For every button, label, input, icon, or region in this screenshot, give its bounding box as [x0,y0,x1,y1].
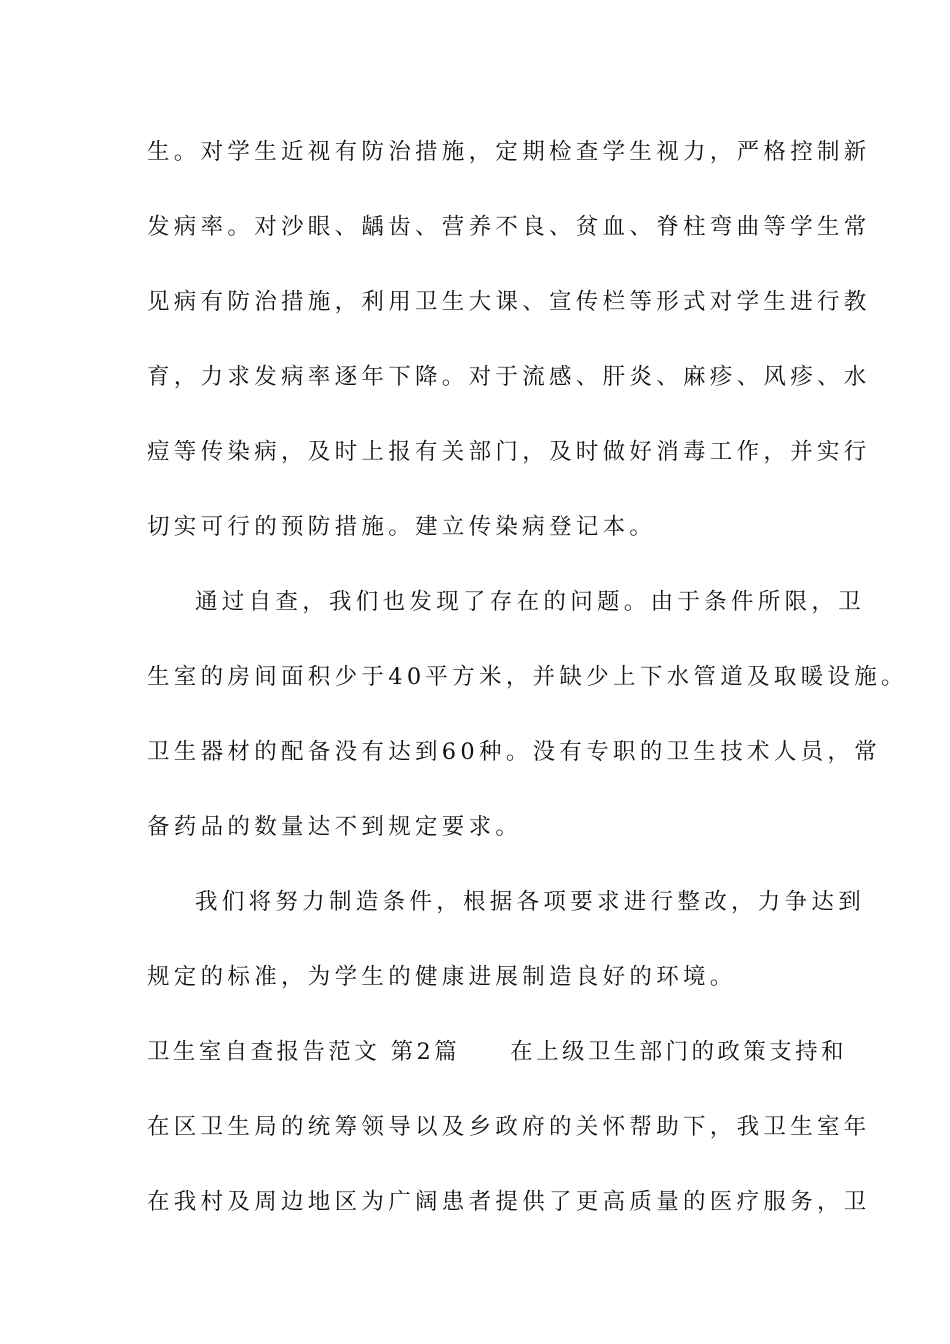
paragraph-line: 切实可行的预防措施。建立传染病登记本。 [147,514,657,540]
paragraph-line: 在我村及周边地区为广阔患者提供了更高质量的医疗服务，卫 [147,1189,871,1215]
paragraph-line: 规定的标准，为学生的健康进展制造良好的环境。 [147,964,737,990]
paragraph-line: 卫生器材的配备没有达到60种。没有专职的卫生技术人员，常 [147,739,882,765]
paragraph-line: 发病率。对沙眼、龋齿、营养不良、贫血、脊柱弯曲等学生常 [147,214,871,240]
paragraph-line: 在区卫生局的统筹领导以及乡政府的关怀帮助下，我卫生室年 [147,1114,871,1140]
paragraph-line: 见病有防治措施，利用卫生大课、宣传栏等形式对学生进行教 [147,289,871,315]
paragraph-line: 通过自查，我们也发现了存在的问题。由于条件所限，卫 [195,589,866,615]
paragraph-line: 生。对学生近视有防治措施，定期检查学生视力，严格控制新 [147,139,871,165]
section-heading-text: 在上级卫生部门的政策支持和 [510,1039,847,1065]
section-heading-line [147,1036,847,1068]
paragraph-line: 育，力求发病率逐年下降。对于流感、肝炎、麻疹、风疹、水 [147,364,871,390]
paragraph-line: 生室的房间面积少于40平方米，并缺少上下水管道及取暖设施。 [147,664,908,690]
paragraph-line: 备药品的数量达不到规定要求。 [147,814,523,840]
paragraph-line: 痘等传染病，及时上报有关部门，及时做好消毒工作，并实行 [147,439,871,465]
paragraph-line: 我们将努力制造条件，根据各项要求进行整改，力争达到 [195,889,866,915]
section-heading-title: 卫生室自查报告范文 第2篇 [147,1039,461,1065]
